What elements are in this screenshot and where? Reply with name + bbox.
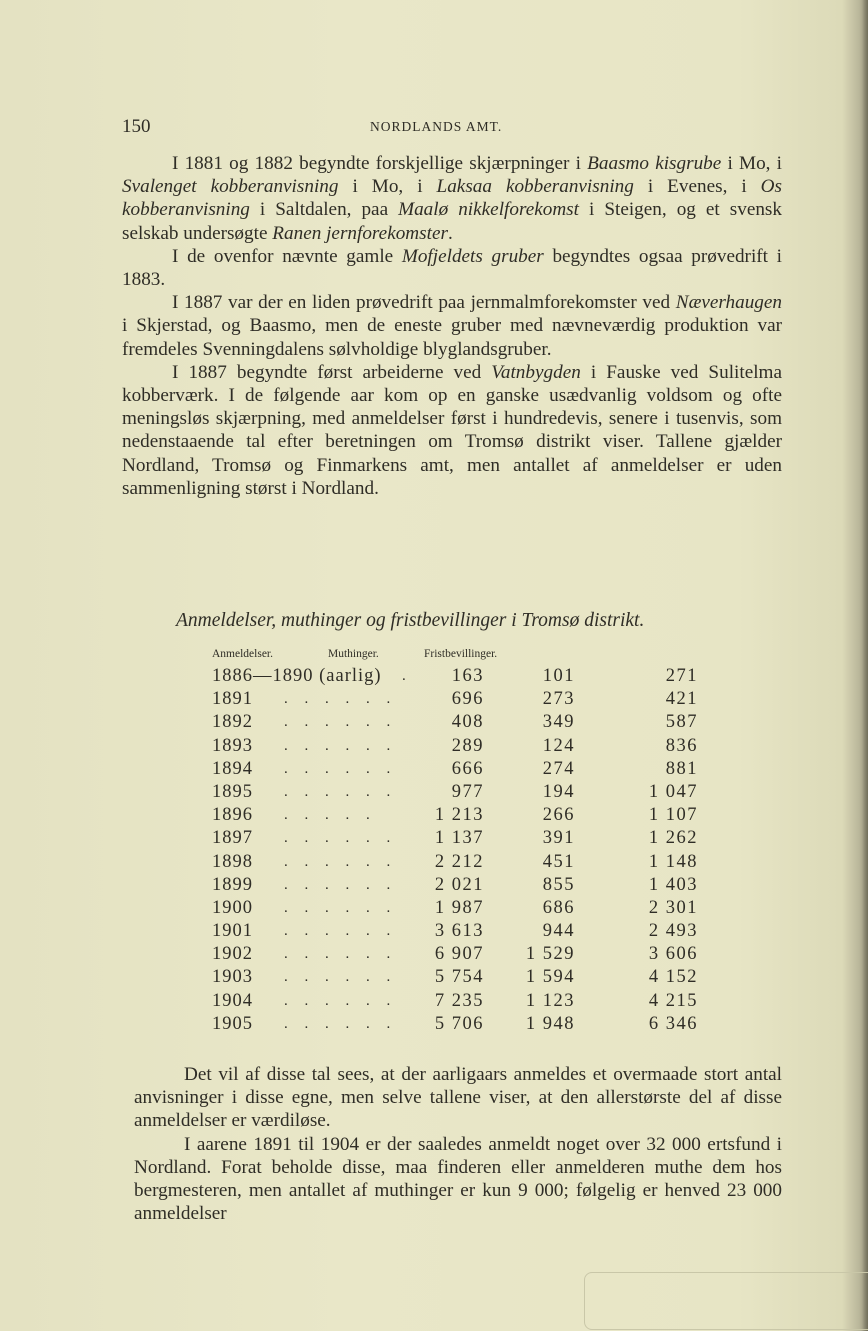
leader-dots: . . . . . . bbox=[284, 783, 397, 800]
leader-dots: . . . . . . bbox=[284, 1015, 397, 1032]
row-year: 1901 bbox=[212, 921, 253, 942]
row-year: 1898 bbox=[212, 851, 253, 872]
text-run: I de ovenfor nævnte gamle bbox=[172, 245, 402, 267]
text-run: I 1881 og 1882 begyndte forskjellige skjærpninger i bbox=[172, 153, 588, 174]
cell-anmeldelser: 289 bbox=[451, 735, 484, 756]
row-year: 1900 bbox=[212, 897, 253, 918]
cell-fristbevillinger: 6 346 bbox=[648, 1013, 698, 1034]
column-header-fristbevillinger: Fristbevillinger. bbox=[424, 648, 498, 660]
row-year: 1904 bbox=[212, 990, 253, 1011]
cell-anmeldelser: 5 706 bbox=[434, 1013, 484, 1034]
cell-fristbevillinger: 881 bbox=[665, 758, 698, 779]
cell-muthinger: 273 bbox=[542, 689, 575, 710]
paragraph bbox=[122, 361, 782, 500]
cell-fristbevillinger: 1 047 bbox=[648, 781, 698, 802]
italic-place-name: Ranen jernforekomster bbox=[272, 222, 448, 244]
table-row bbox=[212, 967, 772, 990]
cell-anmeldelser: 5 754 bbox=[434, 967, 484, 988]
text-run: I aarene 1891 til 1904 er der saaledes anmeldt noget over 32 000 ertsfund i Nordland. Forat beholde disse, maa finderen eller anmelderen muthe dem hos bergmesteren, men antallet af muthinger er kun 9 000; følgelig er henved 23 000 anmeldelser bbox=[134, 1133, 782, 1225]
cell-fristbevillinger: 1 262 bbox=[648, 828, 698, 849]
page-number: 150 bbox=[122, 116, 151, 137]
table-row bbox=[212, 666, 772, 689]
table-row bbox=[212, 898, 772, 921]
italic-place-name: Laksaa kobberanvisning bbox=[436, 176, 634, 198]
cell-muthinger: 266 bbox=[542, 805, 575, 826]
table-row bbox=[212, 759, 772, 782]
cell-anmeldelser: 6 907 bbox=[434, 944, 484, 965]
leader-dots: . . . . . . bbox=[284, 714, 397, 731]
cell-fristbevillinger: 2 301 bbox=[648, 897, 698, 918]
cell-muthinger: 1 594 bbox=[525, 967, 575, 988]
paragraph bbox=[122, 291, 782, 361]
row-year: 1899 bbox=[212, 874, 253, 895]
table-row bbox=[212, 736, 772, 759]
leader-dots: . . . . . . bbox=[284, 876, 397, 893]
row-year: 1893 bbox=[212, 735, 253, 756]
cell-fristbevillinger: 1 107 bbox=[648, 805, 698, 826]
body-text-top bbox=[122, 152, 782, 500]
cell-fristbevillinger: 836 bbox=[665, 735, 698, 756]
table-row bbox=[212, 805, 772, 828]
cell-anmeldelser: 696 bbox=[451, 689, 484, 710]
cell-fristbevillinger: 4 215 bbox=[648, 990, 698, 1011]
cell-anmeldelser: 1 213 bbox=[434, 805, 484, 826]
cell-muthinger: 686 bbox=[542, 897, 575, 918]
row-year: 1897 bbox=[212, 828, 253, 849]
row-year: 1891 bbox=[212, 689, 253, 710]
leader-dots: . . . . . . bbox=[284, 969, 397, 986]
paragraph bbox=[134, 1063, 782, 1133]
paragraph bbox=[122, 245, 782, 291]
text-run: . bbox=[447, 222, 453, 244]
table-row bbox=[212, 875, 772, 898]
column-header-muthinger: Muthinger. bbox=[328, 648, 379, 660]
italic-place-name: Næverhaugen bbox=[675, 292, 782, 314]
leader-dots: . . . . . . bbox=[284, 899, 397, 916]
table-row bbox=[212, 1014, 772, 1037]
row-year: 1903 bbox=[212, 967, 253, 988]
table-row bbox=[212, 782, 772, 805]
cell-fristbevillinger: 4 152 bbox=[648, 967, 698, 988]
cell-muthinger: 194 bbox=[542, 781, 575, 802]
leader-dots: . . . . . . bbox=[284, 760, 397, 777]
cell-muthinger: 1 948 bbox=[525, 1013, 575, 1034]
cell-muthinger: 391 bbox=[542, 828, 575, 849]
row-year: 1892 bbox=[212, 712, 253, 733]
cell-muthinger: 451 bbox=[542, 851, 575, 872]
library-stamp-outline bbox=[584, 1272, 868, 1330]
body-text-bottom bbox=[134, 1063, 782, 1225]
cell-muthinger: 855 bbox=[542, 874, 575, 895]
cell-muthinger: 1 529 bbox=[525, 944, 575, 965]
table-body bbox=[212, 666, 772, 1037]
italic-place-name: Os kobberanvisning bbox=[122, 176, 782, 221]
table-row bbox=[212, 828, 772, 851]
leader-dots: . bbox=[402, 668, 413, 684]
cell-fristbevillinger: 271 bbox=[665, 666, 698, 686]
cell-anmeldelser: 2 212 bbox=[434, 851, 484, 872]
italic-place-name: Baasmo kisgrube bbox=[587, 153, 722, 174]
cell-fristbevillinger: 587 bbox=[665, 712, 698, 733]
cell-muthinger: 274 bbox=[542, 758, 575, 779]
table-row bbox=[212, 944, 772, 967]
text-run: i Steigen, og et svensk selskab undersøgte bbox=[122, 199, 782, 244]
cell-anmeldelser: 408 bbox=[451, 712, 484, 733]
cell-anmeldelser: 7 235 bbox=[434, 990, 484, 1011]
text-run: i Mo, i bbox=[338, 176, 437, 198]
text-run: i Evenes, i bbox=[633, 176, 761, 198]
cell-fristbevillinger: 1 148 bbox=[648, 851, 698, 872]
table-row bbox=[212, 921, 772, 944]
text-run: begyndtes ogsaa prøvedrift i 1883. bbox=[122, 245, 782, 291]
leader-dots: . . . . . . bbox=[284, 737, 397, 754]
cell-anmeldelser: 1 137 bbox=[434, 828, 484, 849]
running-head bbox=[122, 116, 782, 140]
statistics-table bbox=[212, 646, 772, 1037]
text-run: I 1887 var der en liden prøvedrift paa jernmalmforekomster ved bbox=[172, 292, 676, 314]
text-run: i Mo, i bbox=[721, 153, 782, 174]
cell-fristbevillinger: 3 606 bbox=[648, 944, 698, 965]
cell-muthinger: 124 bbox=[542, 735, 575, 756]
text-run: i Skjerstad, og Baasmo, men de eneste gruber med nævneværdig produktion var fremdeles Svenningdalens sølvholdige blyglandsgruber. bbox=[122, 315, 782, 360]
italic-place-name: Svalenget kobberanvisning bbox=[122, 176, 339, 198]
leader-dots: . . . . . . bbox=[284, 853, 397, 870]
cell-anmeldelser: 163 bbox=[451, 666, 484, 686]
text-run: i Fauske ved Sulitelma kobberværk. I de følgende aar kom op en ganske usædvanlig voldsom og ofte meningsløs skjærpning, med anmeldelser først i hundredevis, senere i tusenvis, som nedenstaaende tal efter beretningen om Tromsø distrikt viser. Tallene gjælder Nordland, Tromsø og Finmarkens amt, men antallet af anmeldelser er uden sammenligning størst i Nordland. bbox=[122, 361, 782, 499]
table-title: Anmeldelser, muthinger og fristbevillinger i Tromsø distrikt. bbox=[176, 610, 645, 631]
row-year: 1896 bbox=[212, 805, 253, 826]
cell-muthinger: 944 bbox=[542, 921, 575, 942]
cell-anmeldelser: 1 987 bbox=[434, 897, 484, 918]
cell-muthinger: 101 bbox=[542, 666, 575, 686]
cell-fristbevillinger: 421 bbox=[665, 689, 698, 710]
row-year: 1895 bbox=[212, 781, 253, 802]
text-run: I 1887 begyndte først arbeiderne ved bbox=[172, 361, 492, 383]
leader-dots: . . . . . . bbox=[284, 946, 397, 963]
leader-dots: . . . . . bbox=[284, 807, 377, 824]
table-header bbox=[212, 646, 772, 666]
column-header-anmeldelser: Anmeldelser. bbox=[212, 648, 273, 660]
text-run: i Saltdalen, paa bbox=[249, 199, 399, 221]
table-row bbox=[212, 991, 772, 1014]
cell-muthinger: 349 bbox=[542, 712, 575, 733]
cell-fristbevillinger: 2 493 bbox=[648, 921, 698, 942]
leader-dots: . . . . . . bbox=[284, 923, 397, 940]
cell-muthinger: 1 123 bbox=[525, 990, 575, 1011]
italic-place-name: Mofjeldets gruber bbox=[401, 245, 544, 267]
text-run: Det vil af disse tal sees, at der aarligaars anmeldes et overmaade stort antal anvisninger i disse egne, men selve tallene viser, at den allerstørste del af disse anmeldelser er værdiløse. bbox=[134, 1064, 782, 1132]
italic-place-name: Maalø nikkelforekomst bbox=[398, 199, 579, 221]
row-year: 1902 bbox=[212, 944, 253, 965]
cell-anmeldelser: 977 bbox=[451, 781, 484, 802]
cell-fristbevillinger: 1 403 bbox=[648, 874, 698, 895]
row-year: 1905 bbox=[212, 1013, 253, 1034]
cell-anmeldelser: 666 bbox=[451, 758, 484, 779]
table-row bbox=[212, 852, 772, 875]
row-year: 1894 bbox=[212, 758, 253, 779]
page-edge-shadow bbox=[862, 0, 868, 1331]
header-title: NORDLANDS AMT. bbox=[370, 119, 503, 134]
leader-dots: . . . . . . bbox=[284, 691, 397, 708]
italic-place-name: Vatnbygden bbox=[491, 361, 581, 383]
table-row bbox=[212, 689, 772, 712]
cell-anmeldelser: 2 021 bbox=[434, 874, 484, 895]
table-row bbox=[212, 712, 772, 735]
paragraph bbox=[134, 1133, 782, 1226]
leader-dots: . . . . . . bbox=[284, 830, 397, 847]
row-year: 1886—1890 (aarlig) bbox=[212, 666, 382, 686]
leader-dots: . . . . . . bbox=[284, 992, 397, 1009]
cell-anmeldelser: 3 613 bbox=[434, 921, 484, 942]
paragraph bbox=[122, 152, 782, 245]
